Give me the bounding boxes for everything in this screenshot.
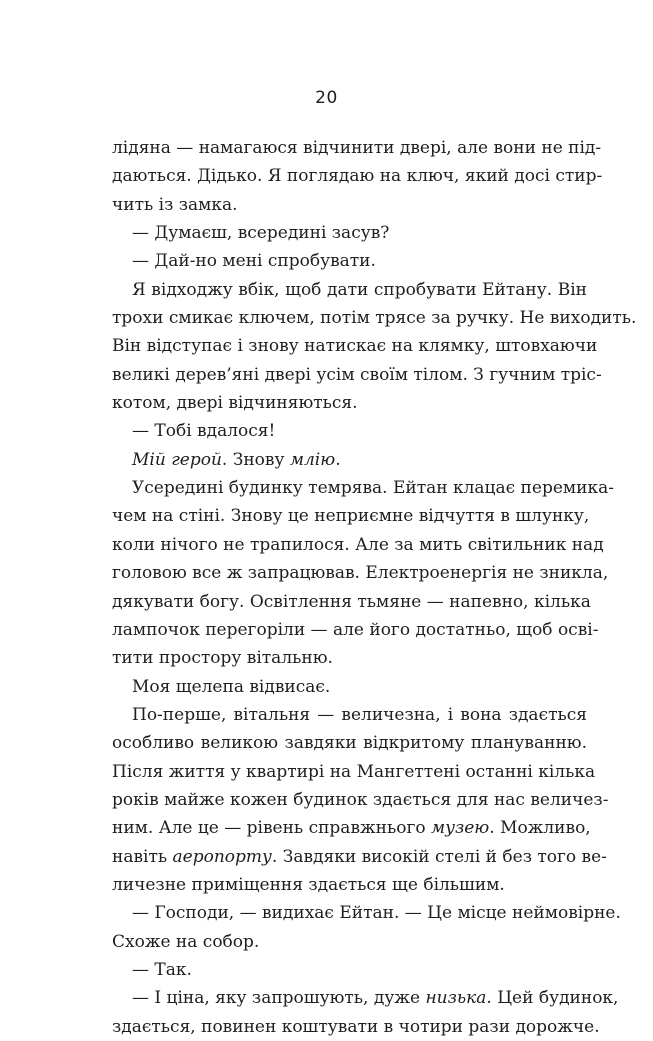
text-line [112, 956, 587, 984]
text-line [112, 417, 587, 445]
italic-text: аеропорту [172, 846, 272, 867]
text-segment: . [335, 449, 341, 470]
text-segment: личезне приміщення здається ще більшим. [112, 874, 505, 895]
text-segment: ним. Але це — рівень справжнього [112, 818, 432, 839]
text-segment: Після життя у квартирі на Мангеттені останні кілька [112, 761, 596, 782]
text-line [112, 729, 587, 757]
text-segment: . Завдяки високій стелі й без того ве- [271, 846, 607, 867]
text-line [112, 559, 609, 587]
italic-text: музею [431, 818, 490, 839]
text-line [112, 304, 637, 332]
text-segment: . Цей будинок, [486, 988, 619, 1009]
text-line [112, 644, 587, 672]
text-segment: — І ціна, яку запрошують, дуже [132, 988, 426, 1009]
text-segment: чить із замка. [112, 194, 238, 215]
text-segment: Я відходжу вбік, щоб дати спробувати Ейтану. Він [132, 279, 587, 300]
text-segment: дякувати богу. Освітлення тьмяне — напевно, кілька [112, 591, 591, 612]
text-line [112, 843, 607, 871]
text-segment: Схоже на собор. [112, 931, 260, 952]
text-segment: тити простору вітальню. [112, 648, 333, 669]
text-line [112, 899, 621, 927]
text-line [112, 446, 587, 474]
text-segment: . Знову [221, 449, 290, 470]
text-segment: головою все ж запрацював. Електроенергія не зникла, [112, 563, 609, 584]
text-segment: лампочок перегоріли — але його достатньо, щоб осві- [112, 619, 599, 640]
text-line [112, 786, 609, 814]
text-line [112, 191, 587, 219]
text-segment: трохи смикає ключем, потім трясе за ручку. Не виходить. [112, 308, 637, 329]
text-segment: — Так. [132, 959, 192, 980]
text-segment: Усередині будинку темрява. Ейтан клацає перемика- [132, 478, 614, 499]
page-number: 20 [315, 88, 338, 108]
text-segment: — Тобі вдалося! [132, 421, 276, 442]
text-line [112, 814, 591, 842]
text-segment: Він відступає і знову натискає на клямку, штовхаючи [112, 336, 598, 357]
text-line [112, 361, 602, 389]
text-segment: — Думаєш, всередині засув? [132, 223, 390, 244]
italic-text: низька [425, 988, 487, 1009]
text-segment: великі дерев’яні двері усім своїм тілом. З гучним тріс- [112, 364, 602, 385]
text-line [112, 276, 587, 304]
text-segment: Моя щелепа відвисає. [132, 676, 331, 697]
text-segment: навіть [112, 846, 173, 867]
text-line [112, 701, 587, 729]
text-segment: здається, повинен коштувати в чотири рази дорожче. [112, 1016, 600, 1037]
text-segment: коли нічого не трапилося. Але за мить світильник над [112, 534, 604, 555]
text-line [112, 758, 596, 786]
text-line [112, 984, 619, 1012]
text-line [112, 616, 599, 644]
text-line [112, 474, 614, 502]
text-segment: . Можливо, [489, 818, 591, 839]
italic-text: млію [289, 449, 336, 470]
text-line [112, 219, 587, 247]
text-line [112, 332, 598, 360]
italic-text: Мій герой [132, 449, 222, 470]
text-segment: даються. Дідько. Я поглядаю на ключ, який досі стир- [112, 166, 603, 187]
text-line [112, 134, 602, 162]
text-line [112, 673, 587, 701]
text-segment: років майже кожен будинок здається для нас величез- [112, 789, 609, 810]
text-line [112, 162, 603, 190]
text-segment: — Господи, — видихає Ейтан. — Це місце неймовірне. [132, 903, 621, 924]
text-line [112, 588, 591, 616]
text-line [112, 1013, 600, 1041]
body-text [112, 134, 637, 1041]
text-segment: лідяна — намагаюся відчинити двері, але вони не під- [112, 138, 602, 158]
text-line [112, 531, 604, 559]
text-line [112, 389, 587, 417]
text-line [112, 871, 587, 899]
text-line [112, 247, 587, 275]
text-segment: — Дай-но мені спробувати. [132, 251, 376, 272]
text-segment: По-перше, вітальня — величезна, і вона здається [132, 704, 587, 725]
text-segment: котом, двері відчиняються. [112, 393, 358, 414]
text-segment: особливо великою завдяки відкритому плануванню. [112, 733, 587, 754]
text-line [112, 502, 590, 530]
text-line [112, 928, 587, 956]
text-segment: чем на стіні. Знову це неприємне відчуття в шлунку, [112, 506, 590, 527]
